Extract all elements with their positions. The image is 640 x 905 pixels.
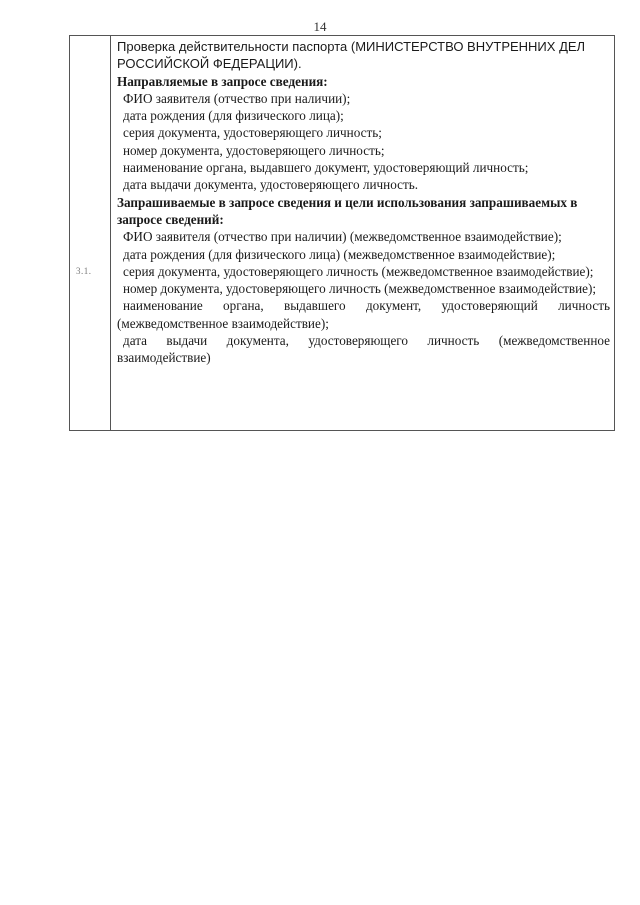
- check-title: Проверка действительности паспорта (МИНИСТЕРСТВО ВНУТРЕННИХ ДЕЛ РОССИЙСКОЙ ФЕДЕРАЦИИ).: [117, 39, 586, 72]
- list-item: дата выдачи документа, удостоверяющего личность.: [123, 177, 419, 193]
- row-number: 3.1.: [76, 266, 92, 276]
- list-item: номер документа, удостоверяющего личность;: [123, 142, 385, 158]
- row-number-cell: [70, 36, 111, 430]
- list-item: дата выдачи документа, удостоверяющего личность (межведомственное взаимодействие): [117, 333, 610, 366]
- list-item: наименование органа, выдавшего документ, удостоверяющий личность (межведомственное взаимодействие);: [117, 298, 610, 331]
- requested-heading: Запрашиваемые в запросе сведения и цели использования запрашиваемых в запросе сведений:: [117, 194, 578, 227]
- page-number: 14: [313, 19, 327, 34]
- list-item: наименование органа, выдавшего документ, удостоверяющий личность;: [123, 160, 529, 176]
- list-item: серия документа, удостоверяющего личность (межведомственное взаимодействие);: [123, 263, 594, 279]
- list-item: ФИО заявителя (отчество при наличии) (межведомственное взаимодействие);: [123, 229, 562, 245]
- list-item: номер документа, удостоверяющего личность (межведомственное взаимодействие);: [123, 281, 597, 297]
- sent-heading: Направляемые в запросе сведения:: [117, 73, 328, 89]
- list-item: ФИО заявителя (отчество при наличии);: [123, 90, 351, 106]
- requirements-table: [69, 35, 615, 431]
- list-item: дата рождения (для физического лица);: [123, 108, 344, 124]
- list-item: серия документа, удостоверяющего личность;: [123, 125, 382, 141]
- list-item: дата рождения (для физического лица) (межведомственное взаимодействие);: [123, 246, 556, 262]
- row-content-cell: [111, 36, 614, 430]
